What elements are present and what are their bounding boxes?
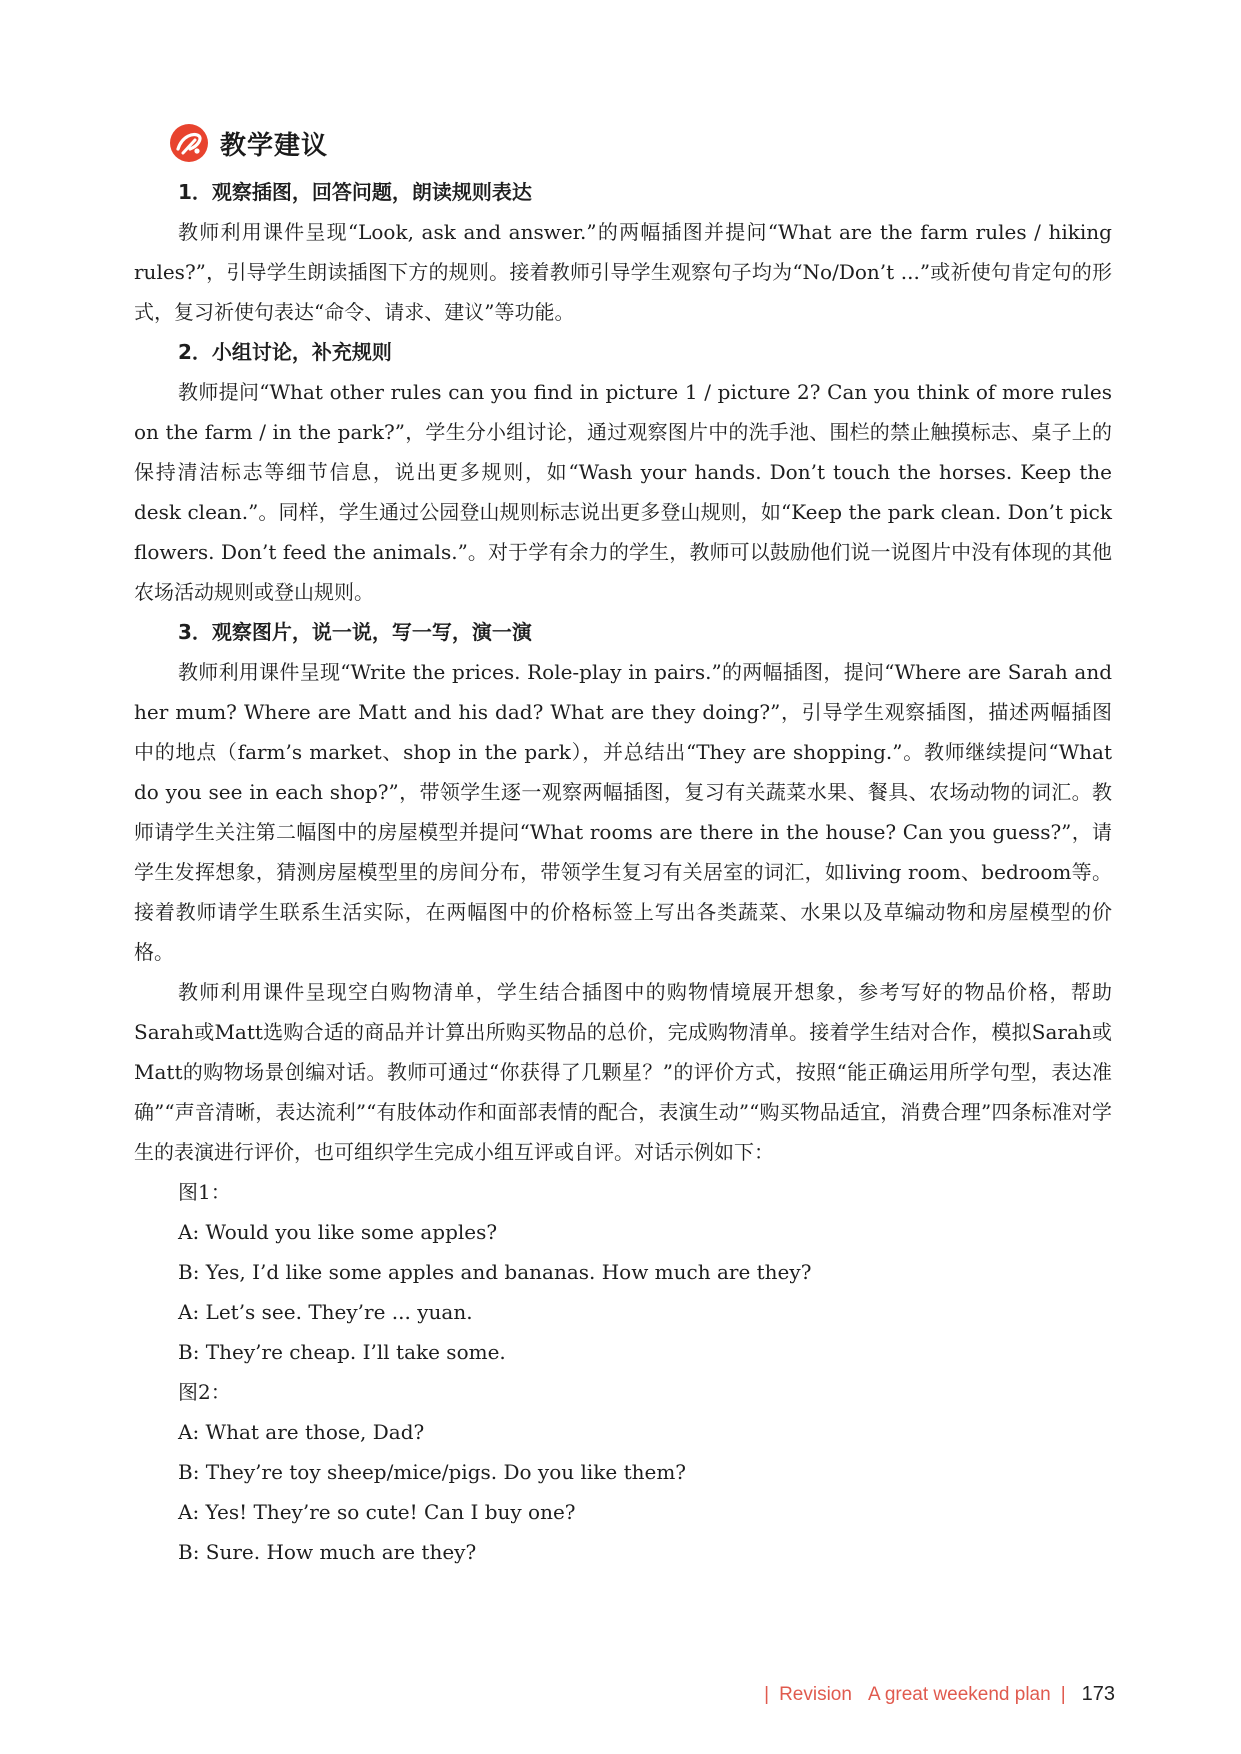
dialogue-line: A: Let’s see. They’re ... yuan.	[178, 1300, 473, 1324]
dialogue-line: A: What are those, Dad?	[178, 1420, 425, 1444]
paragraph-3b: 教师利用课件呈现空白购物清单，学生结合插图中的购物情境展开想象，参考写好的物品价格，帮助Sarah或Matt选购合适的商品并计算出所购买物品的总价，完成购物清单。接着学生结对合作，模拟Sarah或Matt的购物场景创编对话。教师可通过“你获得了几颗星？”的评价方式，按照“能正确运用所学句型，表达准确”“声音清晰，表达流利”“有肢体动作和面部表情的配合，表演生动”“购买物品适宜，消费合理”四条标准对学生的表演进行评价，也可组织学生完成小组互评或自评。对话示例如下：	[134, 980, 1112, 1164]
page-footer	[754, 1683, 1115, 1706]
heading-2: 2．小组讨论，补充规则	[178, 340, 392, 364]
dialogue-label: 图2：	[178, 1380, 231, 1404]
dialogue-line: A: Yes! They’re so cute! Can I buy one?	[178, 1500, 576, 1524]
dialogue-line: A: Would you like some apples?	[178, 1220, 498, 1244]
footer-unit: Revision	[779, 1683, 852, 1705]
dialogue-line: B: They’re toy sheep/mice/pigs. Do you like them?	[178, 1460, 687, 1484]
dialogue-line: B: Yes, I’d like some apples and bananas. How much are they?	[178, 1260, 812, 1284]
footer-title: A great weekend plan	[867, 1683, 1051, 1705]
heading-1: 1．观察插图，回答问题，朗读规则表达	[178, 180, 532, 204]
page-number: 173	[1081, 1683, 1115, 1705]
footer-divider: |	[1060, 1683, 1066, 1705]
paragraph-1: 教师利用课件呈现“Look, ask and answer.”的两幅插图并提问“What are the farm rules / hiking rules?”，引导学生朗读插图下方的规则。接着教师引导学生观察句子均为“No/Don’t ...”或祈使句肯定句的形式，复习祈使句表达“命令、请求、建议”等功能。	[134, 220, 1112, 324]
dialogue-2	[134, 1372, 1112, 1572]
page-body	[134, 172, 1112, 1572]
section-title: 教学建议	[220, 130, 329, 161]
paragraph-3a: 教师利用课件呈现“Write the prices. Role-play in pairs.”的两幅插图，提问“Where are Sarah and her mum? Where are Matt and his dad? What are they doing?”，引导学生观察插图，描述两幅插图中的地点（farm’s market、shop in the park），并总结出“They are shopping.”。教师继续提问“What do you see in each shop?”，带领学生逐一观察两幅插图，复习有关蔬菜水果、餐具、农场动物的词汇。教师请学生关注第二幅图中的房屋模型并提问“What rooms are there in the house? Can you guess?”，请学生发挥想象，猜测房屋模型里的房间分布，带领学生复习有关居室的词汇，如living room、bedroom等。接着教师请学生联系生活实际，在两幅图中的价格标签上写出各类蔬菜、水果以及草编动物和房屋模型的价格。	[134, 660, 1112, 964]
dialogue-1	[134, 1172, 1112, 1372]
section-header	[168, 122, 328, 164]
dialogue-line: B: Sure. How much are they?	[178, 1540, 477, 1564]
paragraph-2: 教师提问“What other rules can you find in picture 1 / picture 2? Can you think of more rules on the farm / in the park?”，学生分小组讨论，通过观察图片中的洗手池、围栏的禁止触摸标志、桌子上的保持清洁标志等细节信息，说出更多规则，如“Wash your hands. Don’t touch the horses. Keep the desk clean.”。同样，学生通过公园登山规则标志说出更多登山规则，如“Keep the park clean. Don’t pick flowers. Don’t feed the animals.”。对于学有余力的学生，教师可以鼓励他们说一说图片中没有体现的其他农场活动规则或登山规则。	[134, 380, 1112, 604]
dialogue-label: 图1：	[178, 1180, 231, 1204]
pen-swirl-icon	[168, 122, 210, 164]
footer-divider: |	[764, 1683, 770, 1705]
dialogue-line: B: They’re cheap. I’ll take some.	[178, 1340, 506, 1364]
heading-3: 3．观察图片，说一说，写一写，演一演	[178, 620, 532, 644]
